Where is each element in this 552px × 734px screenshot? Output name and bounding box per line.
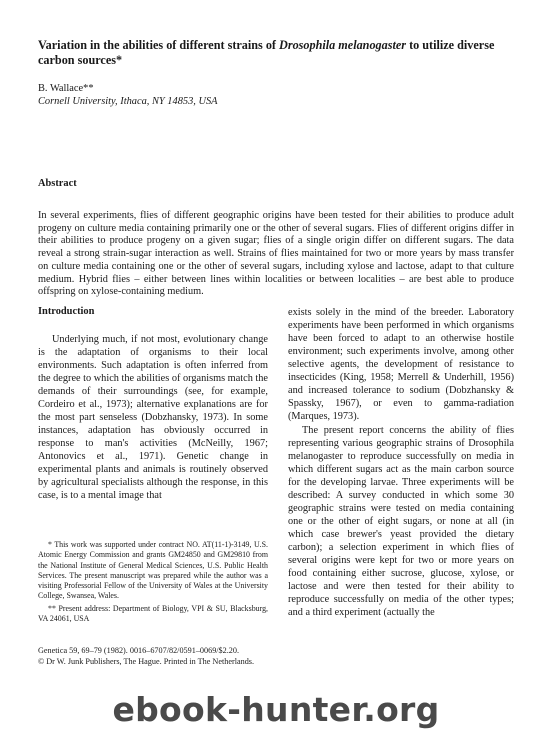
abstract-heading: Abstract	[38, 178, 77, 189]
journal-info	[38, 645, 358, 667]
introduction-paragraph-1: Underlying much, if not most, evolutionary change is the adaptation of organisms to their local environments. Such adaptation is often inferred from the degree to which the abilities of organisms match the demands of their surroundings (see, for example, Cordeiro et al., 1973); alternative explanations are for the most part senseless (Dobzhansky, 1973). In some instances, adaptation has obviously occurred in response to man's activities (McNeilly, 1967; Antonovics et al., 1971). Genetic change in experimental plants and animals is routinely observed by agricultural specialists although the response, in this case, is to a mental image that	[38, 334, 268, 501]
title-part-2: to utilize diverse carbon sources*	[38, 38, 495, 67]
site-watermark: ebook-hunter.org	[112, 690, 440, 729]
footnotes	[38, 540, 268, 626]
abstract-text: In several experiments, flies of different geographic origins have been tested for their abilities to produce adult progeny on culture media containing primarily one or the other of several sugars. Flies of different origins differ in their abilities to produce progeny on a given sugar; flies of a single origin differ on different sugars. The data reveal a strong strain-sugar interaction as well. Strains of flies maintained for two or more years by mass transfer on culture media containing one or the other of several sugars, including xylose and lactose, adapt to that culture medium. Hybrid flies – either between lines within localities or between localities – are best able to produce offspring on xylose-containing medium.	[38, 210, 514, 298]
journal-publisher: © Dr W. Junk Publishers, The Hague. Printed in The Netherlands.	[38, 657, 255, 666]
article-title	[38, 38, 514, 68]
title-species: Drosophila melanogaster	[279, 38, 407, 52]
introduction-paragraph-2: The present report concerns the ability of flies representing various geographic strains of Drosophila melanogaster to reproduce successfully on media in which different sugars act as the main carbon source for the developing larvae. Three experiments will be described: A survey conducted in which some 30 geographic strains were tested on media containing one or the other of eight sugars, or none at all (in which case brewer's yeast provided the dietary carbon); a selection experiment in which flies of several origins were kept for two or more years on food containing either sucrose, glucose, xylose, or lactose and were then tested for their ability to reproduce successfully on media of the other types; and a third experiment (actually the	[288, 425, 514, 618]
footnote-funding: * This work was supported under contract NO. AT(11-1)-3149, U.S. Atomic Energy Commission and grants GM24850 and GM29810 from the National Institute of General Medical Sciences, U.S. Public Health Services. The present manuscript was prepared while the author was a visiting Professorial Fellow of the University of Wales at the University College, Swansea, Wales.	[38, 540, 268, 601]
title-part-1: Variation in the abilities of different strains of	[38, 38, 280, 52]
author-name: B. Wallace**	[38, 83, 94, 94]
right-column	[288, 306, 514, 619]
journal-citation: Genetica 59, 69–79 (1982). 0016–6707/82/0591–0069/$2.20.	[38, 646, 240, 655]
footnote-address: ** Present address: Department of Biology, VPI & SU, Blacksburg, VA 24061, USA	[38, 603, 268, 624]
introduction-paragraph-continued: exists solely in the mind of the breeder. Laboratory experiments have been performed in which organisms have been forced to adapt to an otherwise hostile environment; such experiments involve, among other selective agents, the development of resistance to insecticides (King, 1958; Merrell & Underhill, 1956) and increased tolerance to sodium (Dobzhansky & Spassky, 1967), or even to gamma-radiation (Marques, 1973).	[288, 307, 514, 422]
left-column	[38, 306, 268, 502]
introduction-heading: Introduction	[38, 306, 95, 317]
author-block	[38, 82, 438, 108]
author-affiliation: Cornell University, Ithaca, NY 14853, USA	[38, 96, 218, 107]
